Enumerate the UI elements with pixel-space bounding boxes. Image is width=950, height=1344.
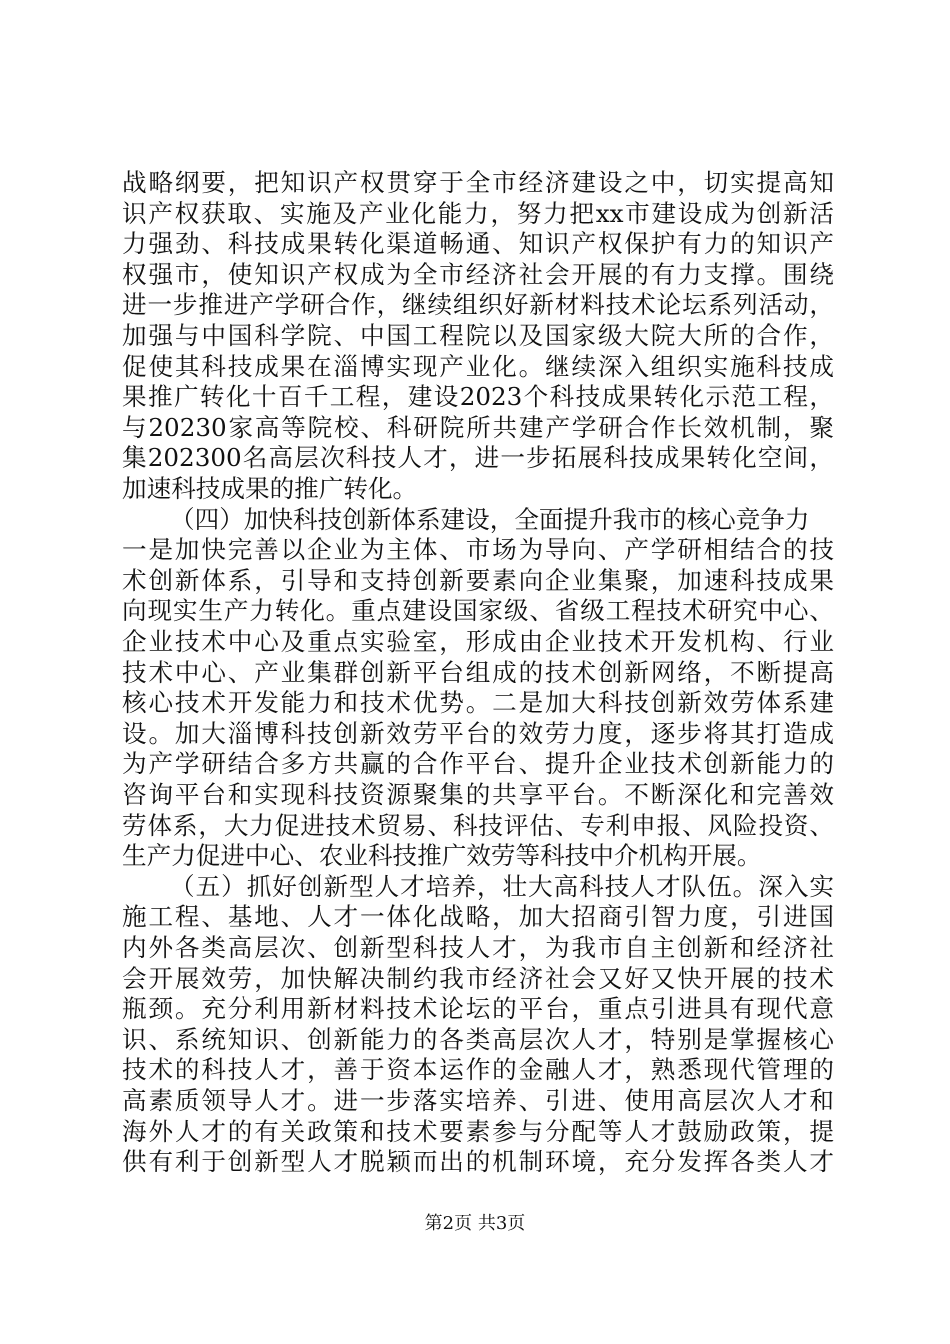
- body-text-line: 内外各类高层次、创新型科技人才，为我市自主创新和经济社: [122, 933, 834, 962]
- body-text-line: 加速科技成果的推广转化。: [122, 474, 418, 503]
- body-text-line: 加强与中国科学院、中国工程院以及国家级大院大所的合作，: [122, 321, 834, 350]
- body-text-line: 向现实生产力转化。重点建设国家级、省级工程技术研究中心、: [122, 596, 834, 626]
- body-text-line: 劳体系，大力促进技术贸易、科技评估、专利申报、风险投资、: [122, 810, 834, 840]
- body-text-line: 为产学研结合多方共赢的合作平台、提升企业技术创新能力的: [122, 749, 834, 779]
- body-text-line: 进一步推进产学研合作，继续组织好新材料技术论坛系列活动，: [122, 290, 834, 320]
- body-text-line: 生产力促进中心、农业科技推广效劳等科技中介机构开展。: [122, 841, 762, 871]
- body-text-line: 促使其科技成果在淄博实现产业化。继续深入组织实施科技成: [122, 351, 834, 381]
- section-heading-5: （五）抓好创新型人才培养，壮大高科技人才队伍。深入实: [170, 871, 834, 901]
- body-text-line: 识、系统知识、创新能力的各类高层次人才，特别是掌握核心: [122, 1024, 834, 1054]
- section-heading-4: （四）加快科技创新体系建设，全面提升我市的核心竞争力: [170, 504, 810, 534]
- body-text-line: 与20230家高等院校、科研院所共建产学研合作长效机制，聚: [122, 412, 834, 442]
- body-text-line: 集202300名高层次科技人才，进一步拓展科技成果转化空间，: [122, 443, 834, 473]
- body-text-line: 力强劲、科技成果转化渠道畅通、知识产权保护有力的知识产: [122, 229, 834, 259]
- body-text-line: 会开展效劳，加快解决制约我市经济社会又好又快开展的技术: [122, 963, 834, 993]
- body-text-line: 核心技术开发能力和技术优势。二是加大科技创新效劳体系建: [122, 688, 834, 718]
- body-text-line: 瓶颈。充分利用新材料技术论坛的平台，重点引进具有现代意: [122, 994, 834, 1024]
- body-text-line: 企业技术中心及重点实验室，形成由企业技术开发机构、行业: [122, 627, 834, 656]
- body-text-line: 供有利于创新型人才脱颖而出的机制环境，充分发挥各类人才: [122, 1147, 834, 1177]
- body-text-line: 海外人才的有关政策和技术要素参与分配等人才鼓励政策，提: [122, 1116, 834, 1146]
- body-text-line: 一是加快完善以企业为主体、市场为导向、产学研相结合的技: [122, 535, 834, 565]
- body-text-line: 战略纲要，把知识产权贯穿于全市经济建设之中，切实提高知: [122, 168, 834, 197]
- body-text-line: 识产权获取、实施及产业化能力，努力把xx市建设成为创新活: [122, 198, 834, 228]
- body-text-line: 高素质领导人才。进一步落实培养、引进、使用高层次人才和: [122, 1086, 834, 1115]
- body-text-line: 咨询平台和实现科技资源聚集的共享平台。不断深化和完善效: [122, 780, 834, 809]
- body-text-line: 权强市，使知识产权成为全市经济社会开展的有力支撑。围绕: [122, 259, 834, 289]
- body-text-line: 设。加大淄博科技创新效劳平台的效劳力度，逐步将其打造成: [122, 718, 834, 748]
- page-footer: 第2页 共3页: [424, 1213, 526, 1234]
- body-text-line: 技术的科技人才，善于资本运作的金融人才，熟悉现代管理的: [122, 1055, 834, 1085]
- body-text-line: 技术中心、产业集群创新平台组成的技术创新网络，不断提高: [122, 657, 834, 687]
- body-text-line: 果推广转化十百千工程，建设2023个科技成果转化示范工程，: [122, 382, 834, 412]
- body-text-line: 术创新体系，引导和支持创新要素向企业集聚，加速科技成果: [122, 565, 834, 595]
- body-text-line: 施工程、基地、人才一体化战略，加大招商引智力度，引进国: [122, 902, 834, 932]
